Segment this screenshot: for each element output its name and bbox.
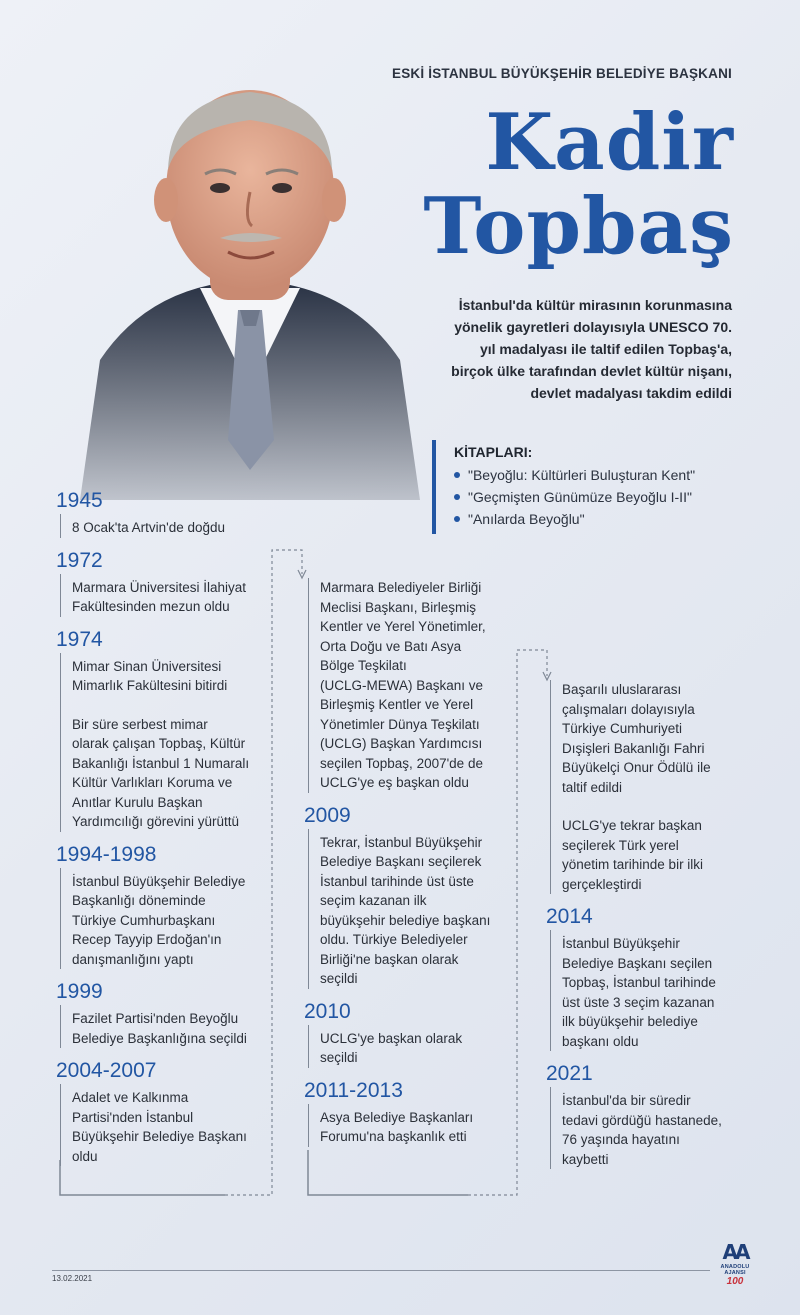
entry-line: Asya Belediye Başkanları <box>320 1109 474 1125</box>
entry-line: seçildi <box>320 971 358 986</box>
timeline-entry <box>56 979 271 1048</box>
year: 1999 <box>56 980 103 1003</box>
entry-line: Belediye Başkanı seçilerek <box>320 854 482 869</box>
entry-line: Büyükelçi Onur Ödülü ile <box>562 760 711 775</box>
entry-text <box>60 514 271 538</box>
anniversary-badge: 100 <box>726 1276 744 1287</box>
book-item: "Beyoğlu: Kültürleri Buluşturan Kent" <box>454 464 752 486</box>
entry-line: Mimarlık Fakültesini bitirdi <box>72 678 228 693</box>
entry-line: Fazilet Partisi'nden Beyoğlu <box>72 1011 239 1026</box>
entry-line: İstanbul'da bir süredir <box>562 1093 691 1108</box>
entry-line: Başkanlığı döneminde <box>72 893 206 908</box>
entry-text <box>550 680 751 894</box>
timeline-column-3 <box>546 680 751 1179</box>
entry-line: oldu <box>72 1148 98 1164</box>
entry-text <box>308 1025 514 1068</box>
books-section <box>432 440 752 534</box>
entry-line: Türkiye Cumhurbaşkanı <box>72 912 216 928</box>
entry-line: Bir süre serbest mimar <box>72 716 208 732</box>
book-item: "Geçmişten Günümüze Beyoğlu I-II" <box>454 486 752 508</box>
entry-text <box>308 1104 514 1147</box>
entry-line: Türkiye Cumhuriyeti <box>562 721 683 736</box>
entry-line: ilk büyükşehir belediye <box>562 1014 698 1029</box>
intro-line: devlet madalyası takdim edildi <box>530 385 732 401</box>
entry-line: üst üste 3 seçim kazanan <box>562 994 715 1010</box>
timeline-entry <box>546 904 751 1051</box>
timeline-entry <box>546 1061 751 1169</box>
entry-line: (UCLG-MEWA) Başkanı ve <box>320 677 484 693</box>
year: 1994-1998 <box>56 842 157 866</box>
entry-line: Meclisi Başkanı, Birleşmiş <box>320 599 477 615</box>
entry-line: taltif edildi <box>562 779 623 795</box>
footer-divider <box>52 1270 710 1271</box>
year: 2011-2013 <box>304 1078 403 1102</box>
entry-line: İstanbul tarihinde üst üste <box>320 873 474 889</box>
entry-line: Bölge Teşkilatı <box>320 658 407 673</box>
timeline-entry <box>304 999 514 1068</box>
entry-line: yönetim tarihinde bir ilki <box>562 857 704 872</box>
entry-line: başkanı oldu <box>562 1033 639 1049</box>
year: 1972 <box>56 548 103 572</box>
aa-logo-icon: AA <box>722 1240 748 1264</box>
entry-line: kaybetti <box>562 1151 609 1167</box>
entry-line: Fakültesinden mezun oldu <box>72 599 230 614</box>
timeline-entry <box>56 842 271 970</box>
entry-line: seçilen Topbaş, 2007'de de <box>320 755 483 771</box>
entry-line: danışmanlığını yaptı <box>72 951 194 967</box>
entry-line: (UCLG) Başkan Yardımcısı <box>320 736 483 751</box>
timeline-entry <box>56 548 271 617</box>
entry-line: UCLG'ye tekrar başkan <box>562 818 702 833</box>
entry-line: Tekrar, İstanbul Büyükşehir <box>320 834 483 850</box>
year: 2010 <box>304 999 351 1023</box>
timeline-entry <box>304 1078 514 1147</box>
last-name: Topbaş <box>423 181 734 272</box>
year: 2021 <box>546 1062 593 1085</box>
intro-line: birçok ülke tarafından devlet kültür nişanı, <box>451 363 732 379</box>
arrow-head <box>543 672 551 680</box>
arrow-head <box>298 570 306 578</box>
timeline-entry <box>56 627 271 832</box>
entry-line: Birliği'ne başkan olarak <box>320 951 459 967</box>
timeline-entry <box>56 1058 271 1166</box>
entry-text <box>550 1087 751 1169</box>
portrait-photo <box>60 60 420 500</box>
entry-line: büyükşehir belediye başkanı <box>320 912 491 928</box>
intro-line: yıl madalyası ile taltif edilen Topbaş'a, <box>479 341 732 357</box>
entry-line: Topbaş, İstanbul tarihinde <box>562 975 716 990</box>
year: 1945 <box>56 489 103 512</box>
logo-text: ANADOLU AJANSI <box>720 1264 750 1276</box>
entry-line: Bakanlığı İstanbul 1 Numaralı <box>72 755 250 771</box>
entry-line: çalışmaları dolayısıyla <box>562 701 695 717</box>
entry-line: Marmara Üniversitesi İlahiyat <box>72 579 247 595</box>
entry-text <box>308 578 514 793</box>
intro-text <box>372 294 732 404</box>
entry-line: Orta Doğu ve Batı Asya <box>320 638 462 654</box>
entry-line: oldu. Türkiye Belediyeler <box>320 932 468 947</box>
entry-line: seçim kazanan ilk <box>320 893 427 908</box>
entry-line: Kültür Varlıkları Koruma ve <box>72 775 233 790</box>
entry-text <box>550 930 751 1051</box>
entry-line: Birleşmiş Kentler ve Yerel <box>320 697 474 712</box>
timeline-entry <box>56 488 271 538</box>
year: 2009 <box>304 803 351 827</box>
entry-line: İstanbul Büyükşehir <box>562 936 680 951</box>
entry-line: olarak çalışan Topbaş, Kültür <box>72 736 246 751</box>
entry-line: Belediye Başkanı seçilen <box>562 955 713 971</box>
intro-line: yönelik gayretleri dolayısıyla UNESCO 70. <box>454 319 732 335</box>
first-name: Kadir <box>485 97 734 188</box>
entry-line: seçildi <box>320 1050 358 1065</box>
entry-line: tedavi gördüğü hastanede, <box>562 1112 722 1128</box>
year: 2014 <box>546 905 593 928</box>
entry-line: Yönetimler Dünya Teşkilatı <box>320 716 480 732</box>
entry-line: Yardımcılığı görevini yürüttü <box>72 814 240 829</box>
entry-text <box>60 1084 271 1166</box>
connector-line <box>308 1150 468 1195</box>
entry-line: Dışişleri Bakanlığı Fahri <box>562 740 705 756</box>
subtitle: ESKİ İSTANBUL BÜYÜKŞEHİR BELEDİYE BAŞKANI <box>392 66 732 81</box>
entry-text <box>60 868 271 970</box>
entry-line: seçilerek Türk yerel <box>562 837 679 853</box>
entry-line: Marmara Belediyeler Birliği <box>320 580 482 595</box>
intro-line: İstanbul'da kültür mirasının korunmasına <box>458 297 732 313</box>
entry-line: Belediye Başkanlığına seçildi <box>72 1030 247 1046</box>
entry-text <box>60 1005 271 1048</box>
entry-line: 76 yaşında hayatını <box>562 1132 680 1147</box>
entry-line: UCLG'ye başkan olarak <box>320 1030 463 1046</box>
timeline-column-1 <box>56 488 271 1176</box>
entry-line: Recep Tayyip Erdoğan'ın <box>72 932 222 947</box>
entry-line: Forumu'na başkanlık etti <box>320 1129 467 1144</box>
anadolu-agency-logo <box>712 1240 758 1300</box>
entry-line: Mimar Sinan Üniversitesi <box>72 658 222 674</box>
publish-date: 13.02.2021 <box>52 1274 93 1283</box>
entry-line: Anıtlar Kurulu Başkan <box>72 794 203 810</box>
entry-line: Kentler ve Yerel Yönetimler, <box>320 619 486 634</box>
entry-line: Partisi'nden İstanbul <box>72 1109 194 1125</box>
entry-line: Başarılı uluslararası <box>562 682 682 697</box>
year: 1974 <box>56 627 103 651</box>
timeline-column-2 <box>304 578 514 1157</box>
entry-line: UCLG'ye eş başkan oldu <box>320 775 469 790</box>
books-title: KİTAPLARI: <box>454 444 533 460</box>
entry-text <box>60 653 271 832</box>
entry-line: İstanbul Büyükşehir Belediye <box>72 873 246 889</box>
book-item: "Anılarda Beyoğlu" <box>454 508 752 530</box>
year: 2004-2007 <box>56 1059 157 1082</box>
entry-line: Adalet ve Kalkınma <box>72 1090 189 1105</box>
timeline-entry <box>304 803 514 989</box>
entry-line: 8 Ocak'ta Artvin'de doğdu <box>72 520 226 535</box>
entry-text <box>308 829 514 989</box>
entry-line: gerçekleştirdi <box>562 876 642 892</box>
entry-line: Büyükşehir Belediye Başkanı <box>72 1129 247 1144</box>
entry-text <box>60 574 271 617</box>
